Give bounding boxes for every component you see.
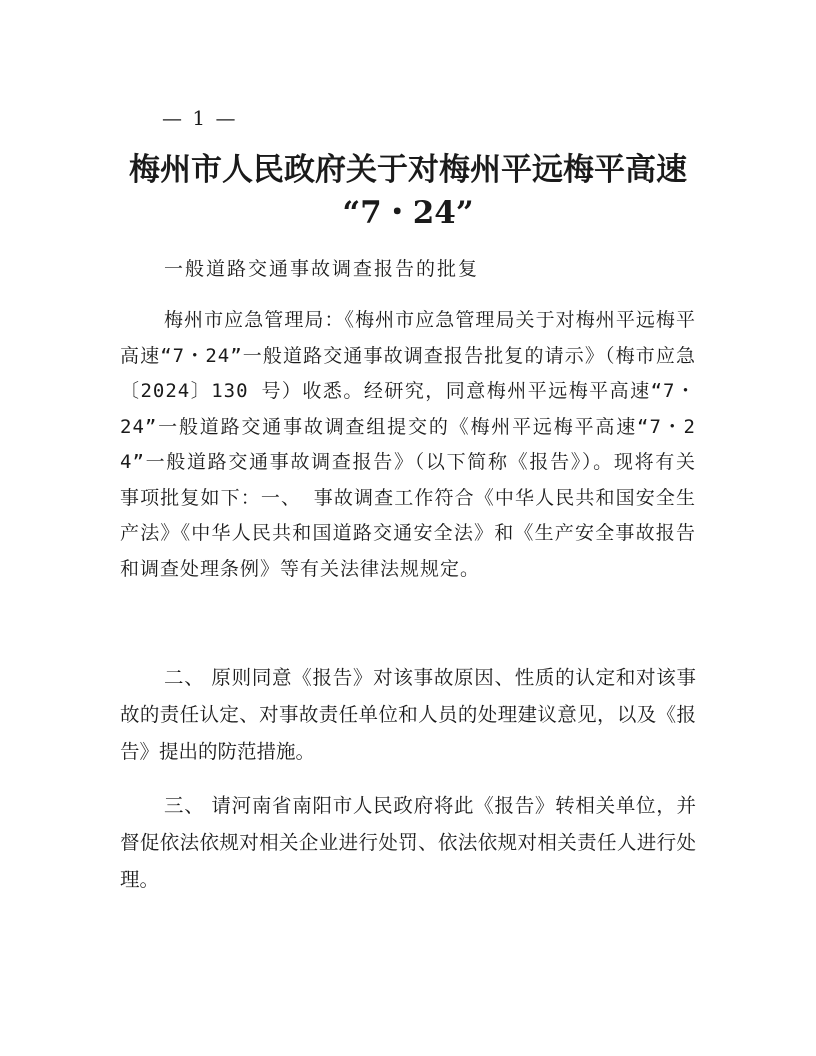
document-subtitle: 一般道路交通事故调查报告的批复 — [164, 258, 480, 280]
body-paragraph-3: 三、 请河南省南阳市人民政府将此《报告》转相关单位，并督促依法依规对相关企业进行处罚、依法依规对相关责任人进行处理。 — [120, 794, 696, 891]
body-paragraph-1: 梅州市应急管理局：《梅州市应急管理局关于对梅州平远梅平高速“7・24”一般道路交通事故调查报告批复的请示》（梅市应急〔2024〕130 号）收悉。经研究，同意梅州平远梅平高速“7・24”一般道路交通事故调查组提交的《梅州平远梅平高速“7・24”一般道路交通事故调查报告》（以下简称《报告》）。现将有关事项批复如下：一、 事故调查工作符合《中华人民共和国安全生产法》《中华人民共和国道路交通安全法》和《生产安全事故报告和调查处理条例》等有关法律法规规定。 — [120, 309, 696, 580]
page-number: — 1 — — [162, 106, 238, 130]
document-title-line-1: 梅州市人民政府关于对梅州平远梅平高速 — [129, 152, 687, 188]
body-paragraph-2: 二、 原则同意《报告》对该事故原因、性质的认定和对该事故的责任认定、对事故责任单位和人员的处理建议意见，以及《报告》提出的防范措施。 — [120, 666, 696, 763]
document-title-line-2: “7・24” — [342, 195, 474, 231]
